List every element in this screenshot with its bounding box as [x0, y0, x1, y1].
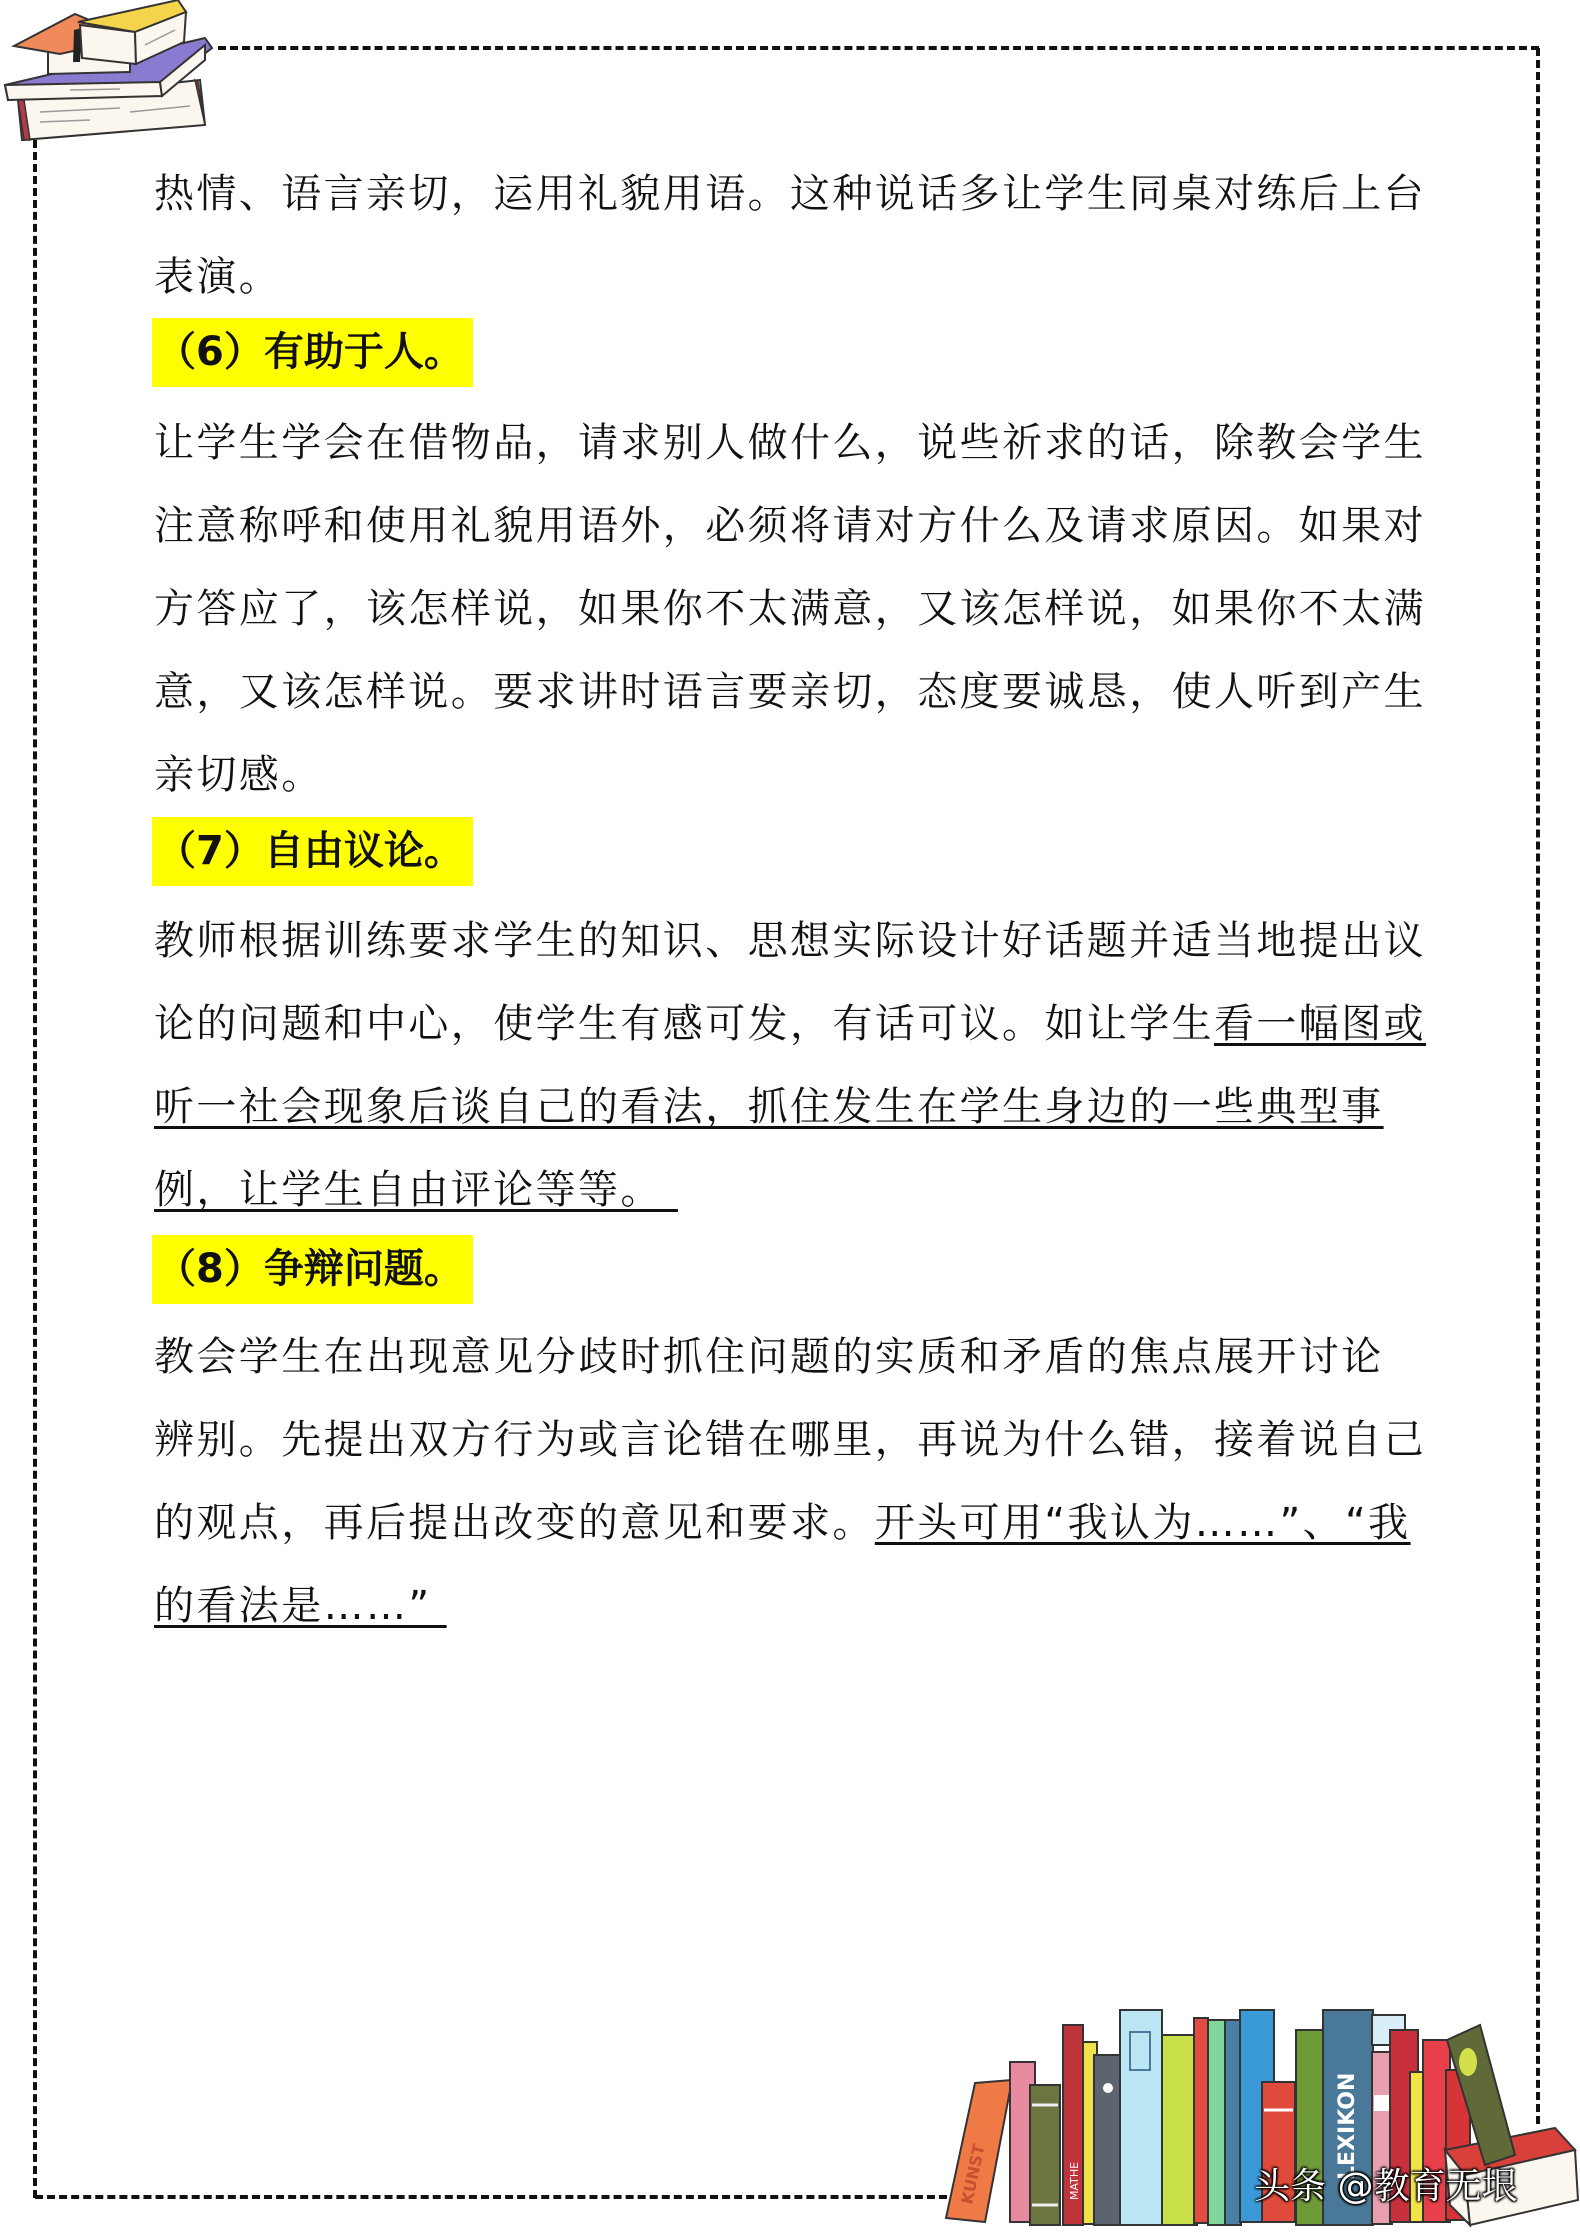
paragraph-line: [154, 1066, 1384, 1149]
book-stack-icon: [0, 0, 230, 150]
paragraph-line: 让学生学会在借物品，请求别人做什么，说些祈求的话，除教会学生: [154, 420, 1426, 466]
underlined-text: 开头可用“我认为……”、“我: [874, 1500, 1411, 1546]
paragraph-line: 论的问题和中心，使学生有感可发，有话可议。如让学生看一幅图或: [154, 1001, 1426, 1047]
underlined-text: 听一社会现象后谈自己的看法，抓住发生在学生身边的一些典型事: [154, 1084, 1384, 1130]
paragraph-line: [154, 1149, 678, 1232]
paragraph-line: 热情、语言亲切，运用礼貌用语。这种说话多让学生同桌对练后上台: [154, 171, 1426, 217]
section-heading-7: （7）自由议论。: [152, 817, 473, 886]
paragraph-line: 辨别。先提出双方行为或言论错在哪里，再说为什么错，接着说自己: [154, 1417, 1426, 1463]
paragraph-line: 教会学生在出现意见分歧时抓住问题的实质和矛盾的焦点展开讨论: [154, 1334, 1384, 1380]
dashed-border-bottom: [35, 2195, 947, 2199]
paragraph-line: 注意称呼和使用礼貌用语外，必须将请对方什么及请求原因。如果对: [154, 503, 1426, 549]
svg-text:MATHE: MATHE: [1068, 2161, 1081, 2200]
dashed-border-right: [1536, 48, 1540, 2124]
underlined-text: 看一幅图或: [1214, 1001, 1426, 1047]
svg-text:LEXIKON: LEXIKON: [1335, 2072, 1360, 2180]
svg-text:KUNST: KUNST: [957, 2142, 989, 2206]
section-heading-8: （8）争辩问题。: [152, 1235, 473, 1304]
watermark: 头条 @教育无垠: [1254, 2166, 1518, 2207]
dashed-border-left: [33, 140, 37, 2198]
paragraph-line: 表演。: [154, 254, 282, 300]
section-heading-6: （6）有助于人。: [152, 318, 473, 387]
paragraph-line: 方答应了，该怎样说，如果你不太满意，又该怎样说，如果你不太满: [154, 586, 1426, 632]
dashed-border-top: [218, 46, 1539, 50]
paragraph-line: 亲切感。: [154, 752, 324, 798]
paragraph-line: 教师根据训练要求学生的知识、思想实际设计好话题并适当地提出议: [154, 918, 1426, 964]
paragraph-line: [154, 1565, 447, 1648]
underlined-text: 例，让学生自由评论等等。: [154, 1167, 678, 1213]
paragraph-line: 的观点，再后提出改变的意见和要求。开头可用“我认为……”、“我: [154, 1500, 1411, 1546]
underlined-text: 的看法是……”: [154, 1583, 447, 1629]
paragraph-line: 意，又该怎样说。要求讲时语言要亲切，态度要诚恳，使人听到产生: [154, 669, 1426, 715]
